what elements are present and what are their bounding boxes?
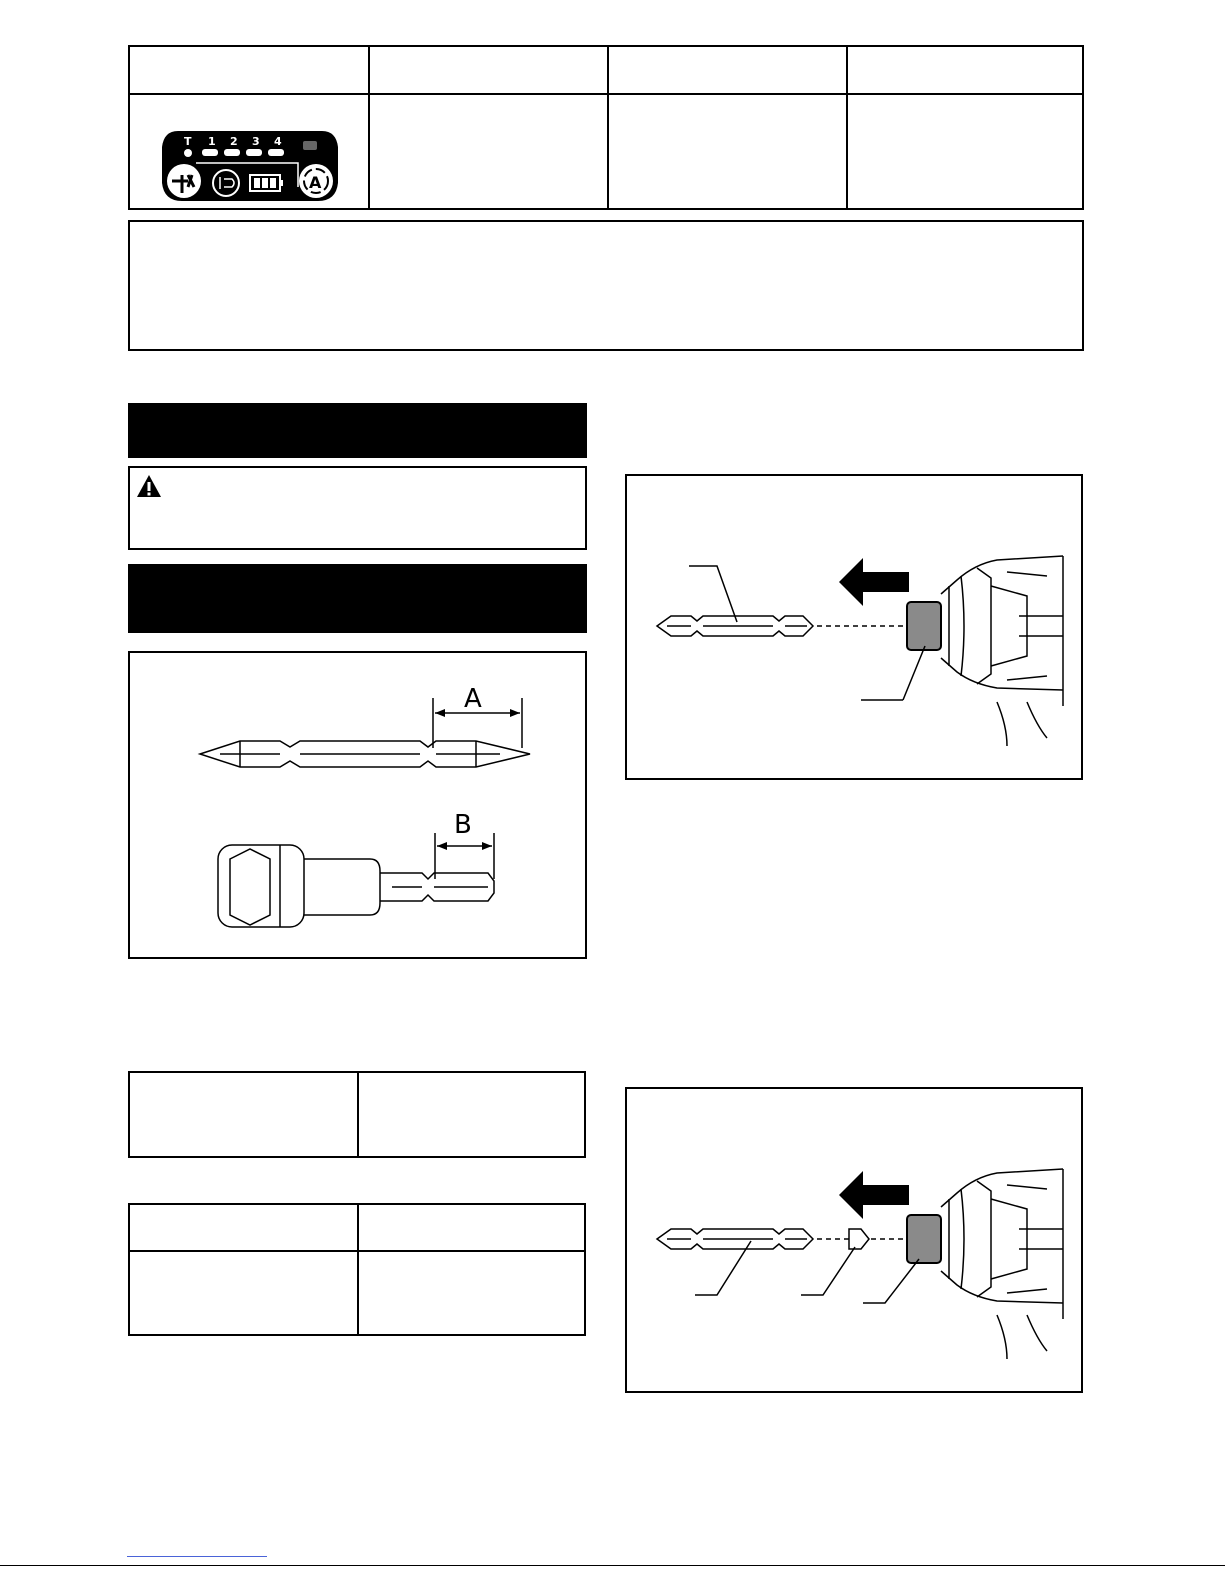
- top-table-col-divider-1: [368, 47, 370, 208]
- mode-label-4: 4: [274, 135, 282, 148]
- warning-icon: [136, 474, 162, 498]
- sleeve: [907, 1215, 941, 1263]
- mode-label-t: T: [184, 135, 192, 148]
- sleeve: [907, 602, 941, 650]
- top-table: [128, 45, 1084, 210]
- warning-box: [128, 466, 587, 550]
- arrow-left-icon: [839, 1171, 909, 1219]
- adapter: [849, 1229, 869, 1249]
- bit-table-1-divider: [357, 1073, 359, 1156]
- section-heading-bar-1: [128, 403, 587, 458]
- bit-table-2-divider: [357, 1205, 359, 1334]
- control-panel-illustration: [158, 127, 342, 203]
- dimension-label-b: B: [454, 810, 472, 840]
- mode-label-3: 3: [252, 135, 260, 148]
- bit-table-2: [128, 1203, 586, 1336]
- impact-driver: [941, 556, 1063, 746]
- impact-driver: [941, 1169, 1063, 1359]
- top-table-col-divider-2: [607, 47, 609, 208]
- arrow-left-icon: [839, 558, 909, 606]
- top-table-col-divider-3: [846, 47, 848, 208]
- section-heading-bar-2: [128, 564, 587, 633]
- footer-rule: [0, 1565, 1225, 1566]
- insert-bit-adapter-figure: [625, 1087, 1083, 1393]
- insert-bit-figure: [625, 474, 1083, 780]
- double-ended-bit: [200, 741, 530, 767]
- auto-mode-label: A: [309, 173, 322, 192]
- bit: [657, 616, 813, 636]
- bit: [657, 1229, 813, 1249]
- footer-link-underline: [127, 1556, 267, 1557]
- mode-label-1: 1: [208, 135, 216, 148]
- bit-dimension-figure: [128, 651, 587, 959]
- mode-label-2: 2: [230, 135, 238, 148]
- top-table-header-row: [130, 47, 1082, 95]
- bit-table-1: [128, 1071, 586, 1158]
- socket-bit: [218, 845, 494, 927]
- dimension-label-a: A: [464, 684, 482, 714]
- note-box: [128, 220, 1084, 351]
